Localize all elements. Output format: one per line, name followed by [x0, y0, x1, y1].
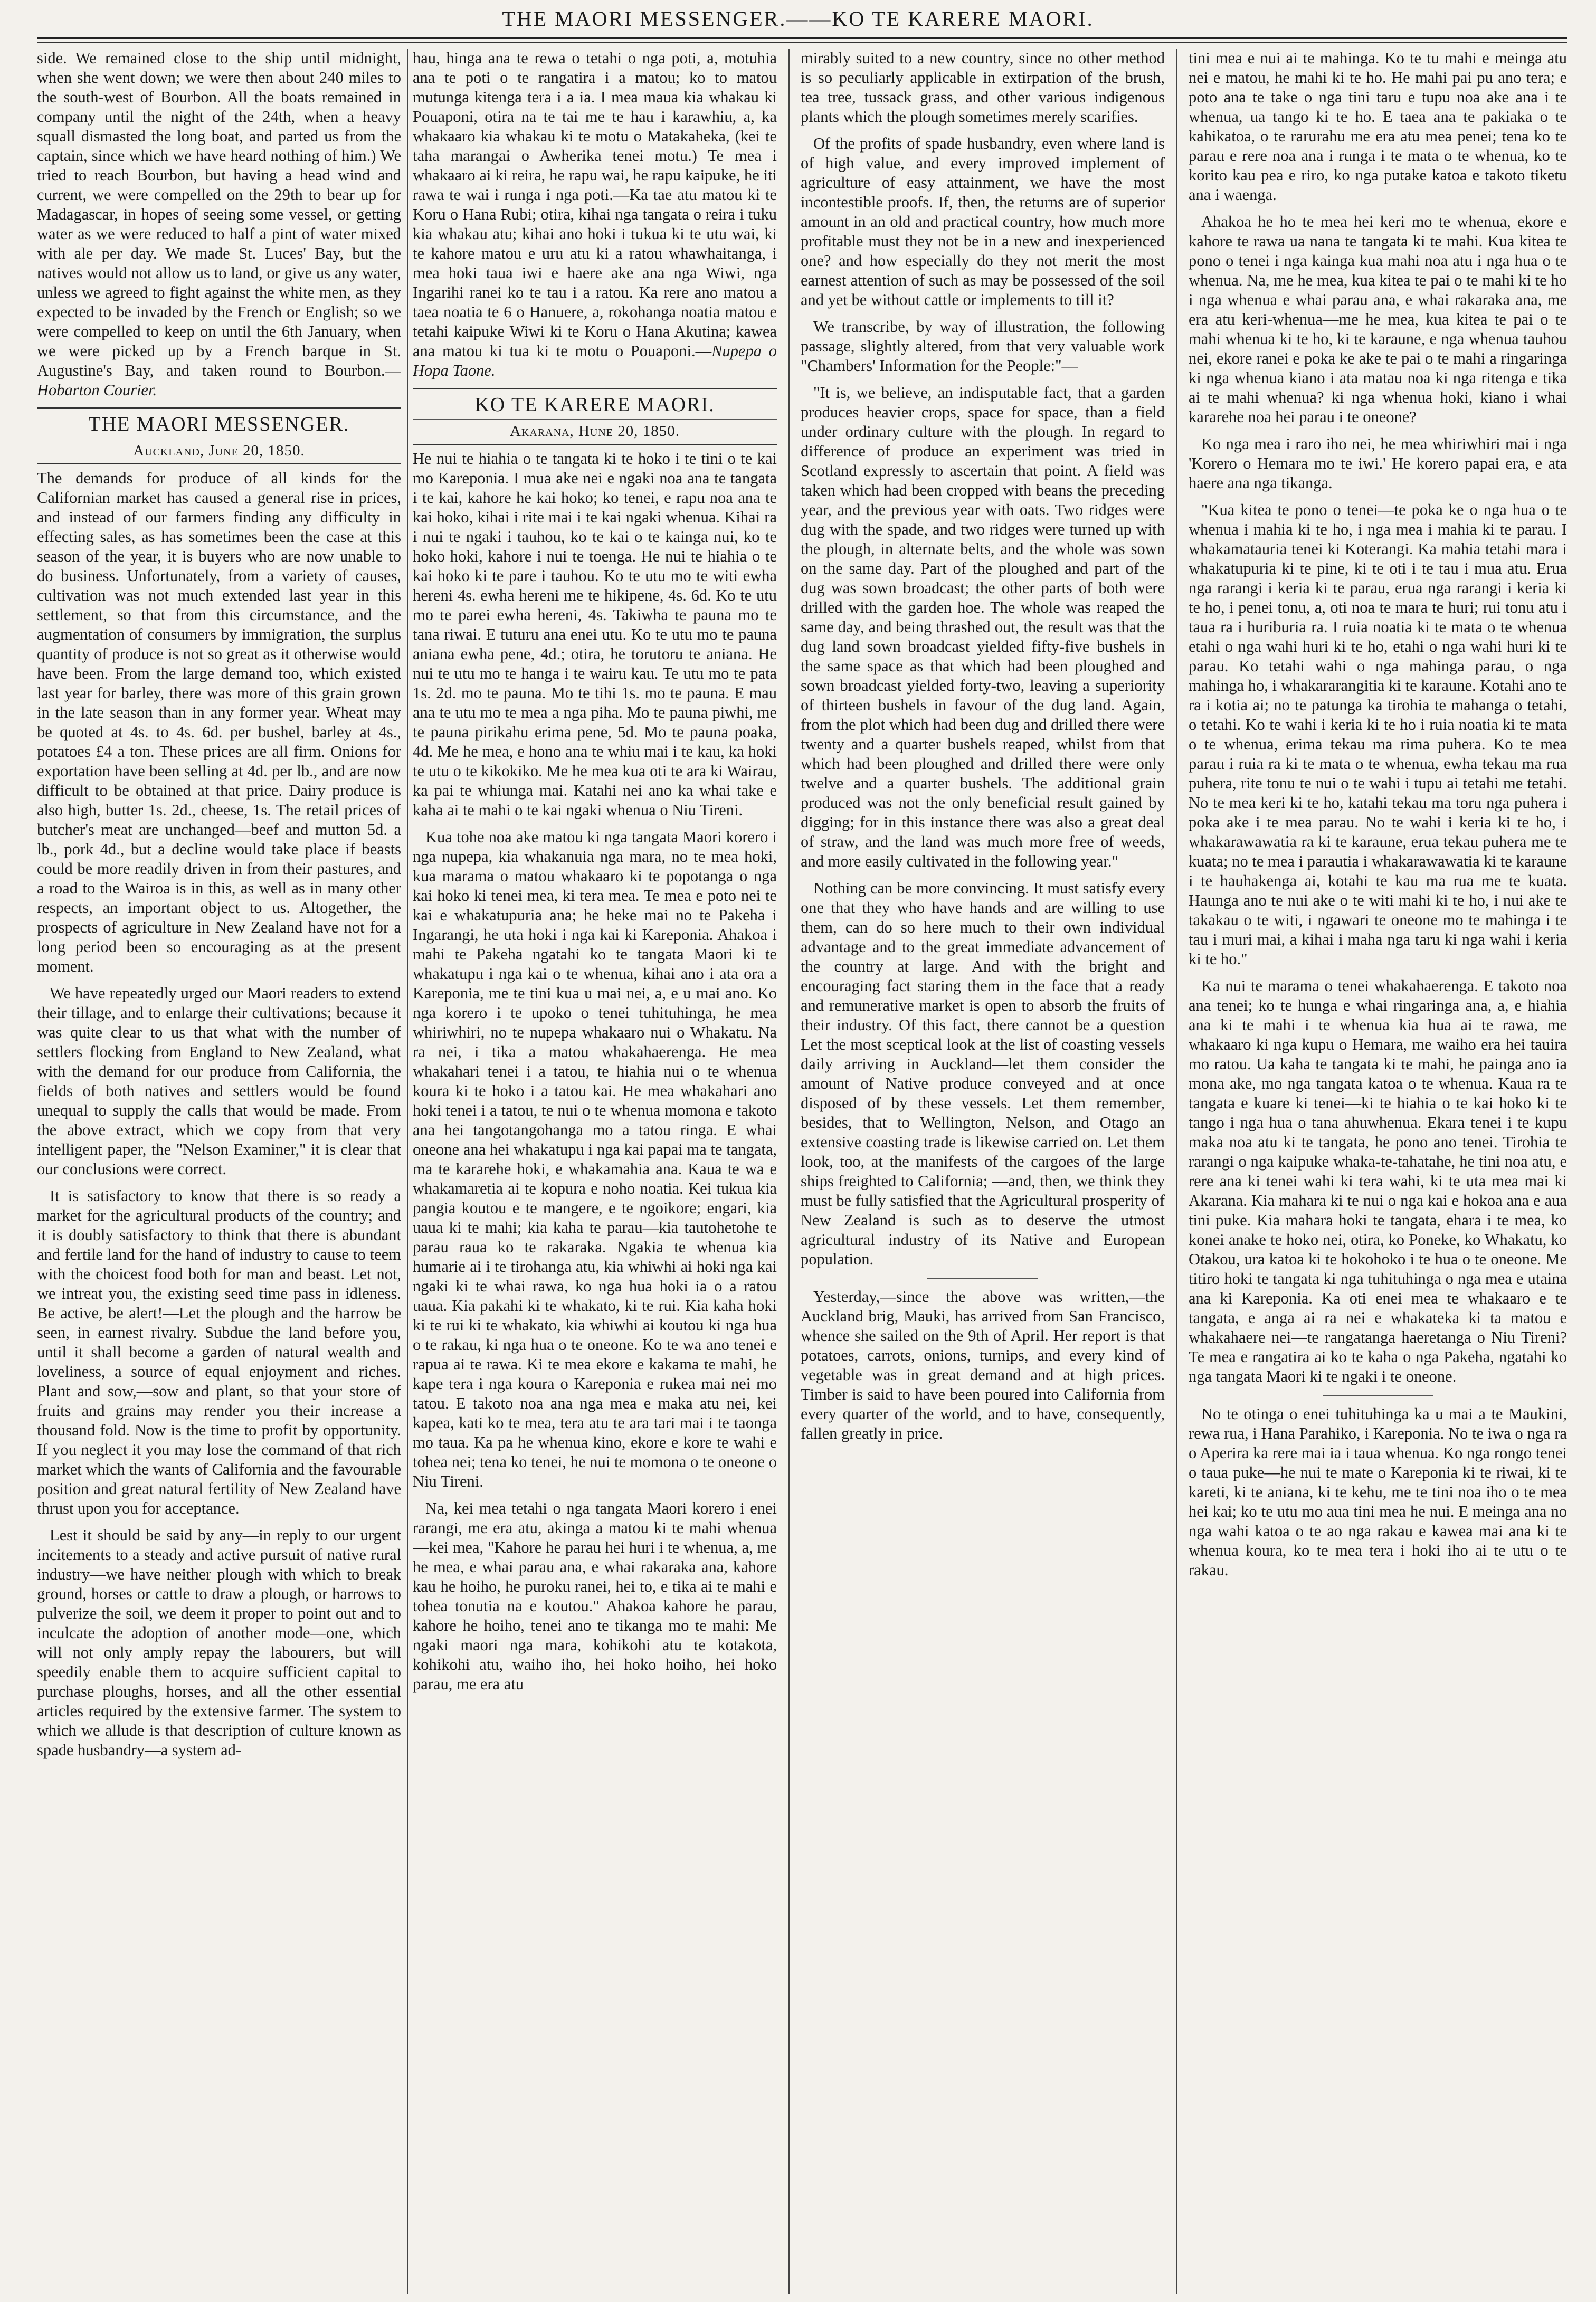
article-paragraph: side. We remained close to the ship until midnight, when she went down; we were then about 240 miles to the south-west of Bourbon. All the boats remained in company until the night of the 24th, when a heavy squall dismasted the long boat, and parted us from the captain, since which we have heard nothing of him.) We tried to reach Bourbon, but having a head wind and current, we were compelled on the 29th to bear up for Madagascar, in hopes of seeing some vessel, or getting water as we were reduced to half a pint of water mixed with ale per day. We made St. Luces' Bay, but the natives would not allow us to land, or give us any water, unless we agreed to fight against the white men, as they expected to be invaded by the French or English; so we were compelled to keep on until the 6th January, when we were picked up by a French barque in St. Augustine's Bay, and taken round to Bourbon.—Hobarton Courier.: [37, 49, 401, 399]
article-separator: [927, 1278, 1038, 1279]
article-paragraph: mirably suited to a new country, since no other method is so peculiarly applicable in extirpation of the brush, tea tree, tussack grass, and other various indigenous plants which the plough sometimes merely scarifies.: [801, 49, 1165, 126]
source-credit: Hobarton Courier.: [37, 381, 157, 399]
article-paragraph: We have repeatedly urged our Maori readers to extend their tillage, and to enlarge their cultivations; because it was quite clear to us that what with the number of settlers flocking from England to New Zealand, what with the demand for our produce from California, the fields of both natives and settlers would be found unequal to supply the calls that would be made. From the above extract, which we copy from that very intelligent paper, the "Nelson Examiner," it is clear that our conclusions were correct.: [37, 984, 401, 1178]
article-paragraph: tini mea e nui ai te mahinga. Ko te tu mahi e meinga atu nei e matou, he mahi ki te ho. He mahi pai pu ano tera; e poto ana te take o nga tini taru e tupu noa ake ana i te whenua, ua tango ki te ho. E taea ana te pakiaka o te kahikatoa, o te rarurahu me era atu mea penei; tena ko te parau e rere noa ana i runga i te mata o te whenua, ko te korito kau pea e riro, ko nga putake katoa e takoto tiketu ana i waenga.: [1189, 49, 1567, 204]
article-paragraph: hau, hinga ana te rewa o tetahi o nga poti, a, motuhia ana te poti o te rangatira i a matou; ko to matou mutunga kitenga tera i a ia. I mea maua kia whakau ki Pouaponi, otira na te tai me te hau i karawhiu, a, ka whakaaro kia whakau ki te motu o Matakaheka, (kei te taha marangai o Awherika tenei motu.) Te mea i whakaaro ai ki reira, he rapu wai, he rapu kaipuke, he iti rawa te wai i runga i nga poti.—Ka tae atu matou ki te Koru o Hana Rubi; otira, kihai nga tangata o reira i tuku kia whakau atu; kihai ano hoki i tukua ki te utu wai, ki te kahore matou e uru atu ki a ratou whawhaitanga, i mea hoki taua iwi e haere ake ana nga Wiwi, nga Ingarihi ranei ko te tau i a ratou. Ka rere ano matou a taea noatia te 6 o Hanuere, a, rokohanga noatia matou e tetahi kaipuke Wiwi ki te Koru o Hana Akutina; kawea ana matou ki tua ki te motu o Pouaponi.—Nupepa o Hopa Taone.: [413, 49, 777, 379]
running-head: THE MAORI MESSENGER.——KO TE KARERE MAORI.: [502, 7, 1094, 31]
article-paragraph: Lest it should be said by any—in reply to our urgent incitements to a steady and active pursuit of native rural industry—we have neither plough with which to break ground, horses or cattle to draw a plough, or harrows to pulverize the soil, we deem it proper to point out and to inculcate the adoption of another mode—one, which will not only amply repay the labourers, but will speedily enable them to acquire sufficient capital to purchase ploughs, horses, and all the other essential articles required by the extensive farmer. The system to which we allude is that description of culture known as spade husbandry—a system ad-: [37, 1526, 401, 1759]
column-rule: [407, 49, 408, 2294]
article-paragraph: Nothing can be more convincing. It must satisfy every one that they who have hands and are willing to use them, can do so here much to their own individual advantage and to the great immediate advancement of the country at large. And with the bright and encouraging fact staring them in the face that a ready and remunerative market is open to absorb the fruits of their industry. Of this fact, there cannot be a question Let the most sceptical look at the list of coasting vessels daily arriving in Auckland—let them consider the amount of Native produce conveyed and at once disposed of by these vessels. Let them remember, besides, that to Wellington, Nelson, and Otago an extensive coasting trade is likewise carried on. Let them look, too, at the manifests of the cargoes of the large ships freighted to California; —and, then, we think they must be fully satisfied that the Agricultural prosperity of New Zealand is such as to deserve the utmost agricultural industry of its Native and European population.: [801, 879, 1165, 1268]
quote-paragraph: "Kua kitea te pono o tenei—te poka ke o nga hua o te whenua i mahia ki te ho, i nga mea i mahia ki te parau. I whakamatauria tenei ki Koterangi. Ka mahia tetahi mara i whakatupuria ki te pine, ki te oti i te tau i mua atu. Erua nga rarangi i keria ki te parau, erua nga rarangi i keria ki te ho, i penei tonu, a, oti noa te mara te huri; rui tonu atu i taua ra i huriburia ra. I ruia noatia ki te mata o te whenua etahi o nga wahi huri ki te ho, etahi o nga wahi huri ki te parau. Ko tetahi wahi o nga mahinga parau, o nga mahinga ho, i whakararangitia ki te karaune. Kotahi ano te ra i kotia ai; no te patunga ka tirohia te mahanga o tetahi, o tetahi. Ko te wahi i keria ki te ho i ruia noatia ki te mata o te whenua, erima tekau ma rima puhera. Ko te mea parau i ruia ra ki te mata o te whenua, ewha tekau ma rua puhera, rite tonu te nui o te wahi i tupu ai tetahi me tetahi. No te mea keri ki te ho, katahi tekau ma toru nga puhera i poka ake i te mea parau. No te wahi i keria ki te ho, i whakarawawatia ra ki te karaune, erua tekau puhera me te kuata; no te mea i parautia i whakarawawatia ki te karaune i te hauhakenga ai, kotahi te kau ma rua me te kuata. Haunga ano te nui ake o te witi mahi ki te ho, i nui ake te takakau o te witi, i ngawari te oneone mo te mahinga i te tau i muri mai, a kihai i maha nga taru ki nga wahi i keria ki te ho.": [1189, 501, 1567, 968]
section-title: THE MAORI MESSENGER.: [88, 413, 350, 435]
article-separator: [1323, 1395, 1433, 1396]
column-3: [801, 49, 1165, 2291]
article-paragraph: Of the profits of spade husbandry, even where land is of high value, and every improved implement of agriculture of easy attainment, we have the most incontestible proofs. If, then, the returns are of superior amount in an old and practical country, how much more profitable must they not be in a new and inexperienced one? and how especially do they not merit the most earnest attention of such as may be possessed of the soil and yet be without cattle or implements to till it?: [801, 135, 1165, 309]
masthead-rule-thin: [37, 42, 1567, 43]
section-title: KO TE KARERE MAORI.: [474, 394, 715, 416]
quoted-passage: [801, 383, 1165, 871]
quote-paragraph: "It is, we believe, an indisputable fact, that a garden produces heavier crops, space for space, than a field under ordinary culture with the plough. In regard to difference of produce an experiment was tried in Scotland expressly to ascertain that point. A field was taken which had been cropped with beans the preceding year, and the previous year with oats. Two ridges were dug with the spade, and two ridges were turned up with the plough, in alternate belts, and the whole was sown on the same day. Part of the ploughed and part of the dug was sown broadcast; the other parts of both were drilled with the garden hoe. The whole was reaped the same day, and being thrashed out, the result was that the dug land sown broadcast yielded fifty-five bushels in the same space as that which had been ploughed and sown broadcast yielded forty-two, leaving a superiority of thirteen bushels in favour of the dug land. Again, from the plot which had been dug and drilled there were twenty and a quarter bushels reaped, whilst from that which had been ploughed and drilled there were only twelve and a quarter bushels. The additional grain produced was not the only beneficial result gained by digging; for in this instance there was also a great deal of straw, and the land was much more free of weeds, and more easily cultivated in the following year.": [801, 384, 1165, 870]
column-rule: [1176, 49, 1177, 2294]
column-2: [413, 49, 777, 2291]
article-paragraph: He nui te hiahia o te tangata ki te hoko i te tini o te kai mo Kareponia. I mua ake nei e ngaki noa ana te tangata i te kai, kahore he kai hoko; ko tenei, e rapu noa ana te kai hoko, kihai i rite mai i te kai ngaki whenua. Kihai ra i nui te ngaki i tauhou, ko te kai o te kainga nui, ko te hoko hoki, kahore i nui te toenga. He nui te hiahia o te kai hoko ki te pare i tauhou. Ko te utu mo te witi ewha hereni 4s. ewha hereni me te hikipene, 4s. 6d. Ko te utu mo te parei ewha hereni, 4s. Takiwha te pauna mo te tana riwai. E tuturu ana enei utu. Ko te utu mo te pauna aniana ewha pene, 4d.; otira, he torutoru te aniana. He nui te utu mo te hanga i te wairu kau. Te utu mo te pata 1s. 2d. mo te pauna. Mo te tihi 1s. mo te pauna. E mau ana te utu mo te mea a nga piha. Mo te pauna piwhi, me te pauna pirikahu erima pene, 5d. Mo te pauna poaka, 4d. Me he mea, e hono ana te whiu mai i te kau, ka hoki te utu o te kikokiko. Me he mea kua oti te ara ki Wairau, ka pai te whiunga mai. Katahi nei ano ka whai take e kaha ai te mahi o te kai ngaki whenua o Niu Tireni.: [413, 450, 777, 819]
article-paragraph: The demands for produce of all kinds for the Californian market has caused a general rise in prices, and instead of our farmers finding any difficulty in effecting sales, as has sometimes been the case at this season of the year, it is buyers who are now unable to do business. Unfortunately, from a variety of causes, cultivation was not much extended last year in this settlement, so that from this circumstance, and the augmentation of consumers by immigration, the surplus quantity of produce is not so great as it otherwise would have been. From the large demand too, which existed last year for barley, there was more of this grain grown in the late season than in any former year. Wheat may be quoted at 4s. to 4s. 6d. per bushel, barley at 4s., potatoes £4 a ton. These prices are all firm. Onions for exportation have been selling at 4d. per lb., and are now difficult to be obtained at that price. Dairy produce is also high, butter 1s. 2d., cheese, 1s. The retail prices of butcher's meat are unchanged—beef and mutton 5d. a lb., pork 4d., but a decline would take place if beasts could be more readily driven in from their pastures, and a road to the Wairoa is in this, as well as in many other respects, an important object to us. Altogether, the prospects of agriculture in New Zealand have not for a long period been so encouraging as at the present moment.: [37, 469, 401, 975]
section-header: [413, 388, 777, 445]
dateline: Auckland, June 20, 1850.: [37, 439, 401, 461]
article-paragraph: Na, kei mea tetahi o nga tangata Maori korero i enei rarangi, me era atu, akinga a matou ki te mahi whenua—kei mea, "Kahore he parau hei huri i te whenua, a, me he mea, e whai parau ana, e whai rakaraka ana, kahore kau he hoiho, he puroku ranei, hei to, e tika ai te mahi e tohea tonutia na e koutou." Ahakoa kahore he parau, kahore he hoiho, tenei ano te tikanga mo te mahi: Me ngaki maori nga mara, kohikohi atu te kotakota, kohikohi atu, waiho iho, hei hoko hoiho, hei hoko parau, me era atu: [413, 1499, 777, 1693]
source-credit: Nupepa o Hopa Taone.: [413, 342, 777, 379]
dateline: Akarana, Hune 20, 1850.: [413, 419, 777, 442]
article-paragraph: Kua tohe noa ake matou ki nga tangata Maori korero i nga nupepa, kia whakanuia nga mara, no te mea hoki, kua marama o matou whakaaro ki te popotanga o nga kai hoko ki tenei mea, ki tera mea. Te mea e poto nei te kai e whakatupuria ana; he heke mai no te Pakeha i Ingarangi, he uta hoki i nga kai ki Kareponia. Ahakoa i mahi te Pakeha ngatahi ko te tangata Maori ki te whakatupu i nga kai o te whenua, kihai ano i ata ora a Kareponia, me te tini kua u mai nei, a, e u mai ano. Ko nga korero i te upoko o tenei tuhituhinga, he mea whiriwhiri, no te nupepa whakaaro nui o Whakatu. Na ra nei, i tika a matou whakahaerenga. He mea whakahari tenei i a tatou, te hiahia nui o te whenua koura ki te hoko i a tatou kai. He mea whakahari ano hoki tenei i a tatou, te nui o te whenua momona e takoto ana hei tangotangohanga mo a tatou ringa. E whai oneone ana hei whakatupu i nga kai papai ma te tangata, ma te kararehe hoki, e whakamahia ana. Kaua te wa e whakamaretia ai te kopura e noho noatia. Kei tukua kia pangia koutou e te mangere, e te ngoikore; engari, kia uaua ki te mahi; kia kaha te parau—kia tautohetohe te parau raua ko te rakaraka. Ngakia te whenua kia humarie ai i te tirohanga atu, kia whiwhi ai hoki nga kai ngaki ki te whai rawa, ko nga hua hoki ia o a ratou uaua. Kia pakahi ki te whakato, ki te rui. Kia kaha hoki ki te rui ki te whakato, kia whiwhi ai koutou ki nga hua o te rakau, ki nga hua o te oneone. Ko te wa ano tenei e rapua ai te rawa. Ki te mea ekore e kakama te mahi, he kape tera i nga koura o Kareponia e rukea mai nei mo tatou. E takoto noa ana nga mea e maka atu nei, kei kapea, kati ko te mea, tera atu te ara tari mai i te taonga mo taua. Ka pa he whenua kino, ekore e kore te wahi e tohea nei; tena ko tenei, he nui te momona o te oneone o Niu Tireni.: [413, 828, 777, 1490]
article-paragraph: Ka nui te marama o tenei whakahaerenga. E takoto noa ana tenei; ko te hunga e whai ringaringa ana, a, e hiahia ana ki te mahi i te whenua kia hua ai te rawa, me whakaaro ki nga kupu o Hemara, me waiho era hei tauira mo ratou. Ua kaha te tangata ki te mahi, he painga ano ia mona ake, mo nga tangata katoa o te whenua. Kaua ra te tangata e kuare ki tenei—ki te hiahia o te kai hoko ki te tango i nga hua o tana ahuwhenua. Ekara tenei i te kupu maka noa atu ki te tangata, he pono ano tenei. Tirohia te rarangi o nga kaipuke whaka-te-tahatahe, he tini noa atu, e rere ana ki tenei wahi ki tera wahi, ki te uta mea mai ki Akarana. Kia mahara ki te nui o nga kai e hokoa ana e aua tini puke. Kia mahara hoki te tangata, ehara i te mea, ko konei anake te hoko nei, otira, ko Poneke, ko Whakatu, ko Otakou, ura katoa ki te hokohoko i te hua o te oneone. Me titiro hoki te tangata ki nga tuhituhinga o nga mea e utaina ana ki Kareponia. Ka oti enei mea te whakaaro e te tangata, e anga ai ra nei e whakateka ki ta matou e whakahaere nei—te rangatanga haeretanga o Niu Tireni? Te mea e rangatira ai ko te kaha o nga Pakeha, ngatahi ko nga tangata Maori ki te ngaki i te oneone.: [1189, 977, 1567, 1385]
column-rule: [788, 49, 790, 2294]
column-4: [1189, 49, 1567, 2291]
section-header: [37, 407, 401, 464]
quoted-passage: [1189, 500, 1567, 969]
news-item: No te otinga o enei tuhituhinga ka u mai a te Maukini, rewa rua, i Hana Parahiko, i Kareponia. No te iwa o nga ra o Aperira ka rere mai ia i taua whenua. Ko nga rongo tenei o taua puke—he nui te mate o Kareponia ki te riwai, ki te kareti, ki te aniana, ki te kehu, me te tini noa iho o te mea hei kai; ko te utu mo aua tini mea he nui. E meinga ana no nga wahi katoa o te ao nga rakau e kawea mai ana ki te whenua koura, ko te mea tera i hoki iho ai te utu o te rakau.: [1189, 1405, 1567, 1579]
article-paragraph: It is satisfactory to know that there is so ready a market for the agricultural products of the country; and it is doubly satisfactory to think that there is abundant and fertile land for the hand of industry to cause to teem with the choicest food both for man and beast. Let not, we intreat you, the existing seed time pass in idleness. Be active, be alert!—Let the plough and the harrow be seen, in earnest rivalry. Subdue the land before you, until it shall become a garden of natural wealth and loveliness, a source of equal enjoyment and riches. Plant and sow,—sow and plant, so that your store of fruits and grains may render you their increase a thousand fold. Now is the time to profit by opportunity. If you neglect it you may lose the command of that rich market which the wants of California and the favourable position and great natural fertility of New Zealand have thrust upon you for acceptance.: [37, 1187, 401, 1517]
article-paragraph: Ko nga mea i raro iho nei, he mea whiriwhiri mai i nga 'Korero o Hemara mo te iwi.' He korero papai era, e ata haere ana nga tikanga.: [1189, 435, 1567, 492]
article-paragraph: We transcribe, by way of illustration, the following passage, slightly altered, from that very valuable work "Chambers' Information for the People:"—: [801, 318, 1165, 375]
column-1: [37, 49, 401, 2291]
masthead-rule: [37, 37, 1567, 39]
news-item: Yesterday,—since the above was written,—the Auckland brig, Mauki, has arrived from San Francisco, whence she sailed on the 9th of April. Her report is that potatoes, carrots, onions, turnips, and every kind of vegetable was in great demand and at high prices. Timber is said to have been poured into California from every quarter of the world, and to have, consequently, fallen greatly in price.: [801, 1288, 1165, 1442]
article-paragraph: Ahakoa he ho te mea hei keri mo te whenua, ekore e kahore te rawa ua nana te tangata ki te mahi. Kua kitea te pono o tenei i nga kainga kua mahi noa atu i nga hua o te whenua. Na, me he mea, kua kitea te pai o te mahi ki te ho i nga whenua e whai parau ana, e whai rakaraka ana, me era atu keri-whenua—me he mea, kua kitea te pai o te mahi whenua ki te ho, ki te karaune, e nga whenua tauhou nei, ekore ranei e poka ke ake te pai o te mahi a ringaringa ki nga whenua kiano i ata matau noa ki nga ritenga e tika ai te mahi whenua? ki nga whenua hoki, kiano i whai kararehe noa hei parau i te oneone?: [1189, 213, 1567, 426]
